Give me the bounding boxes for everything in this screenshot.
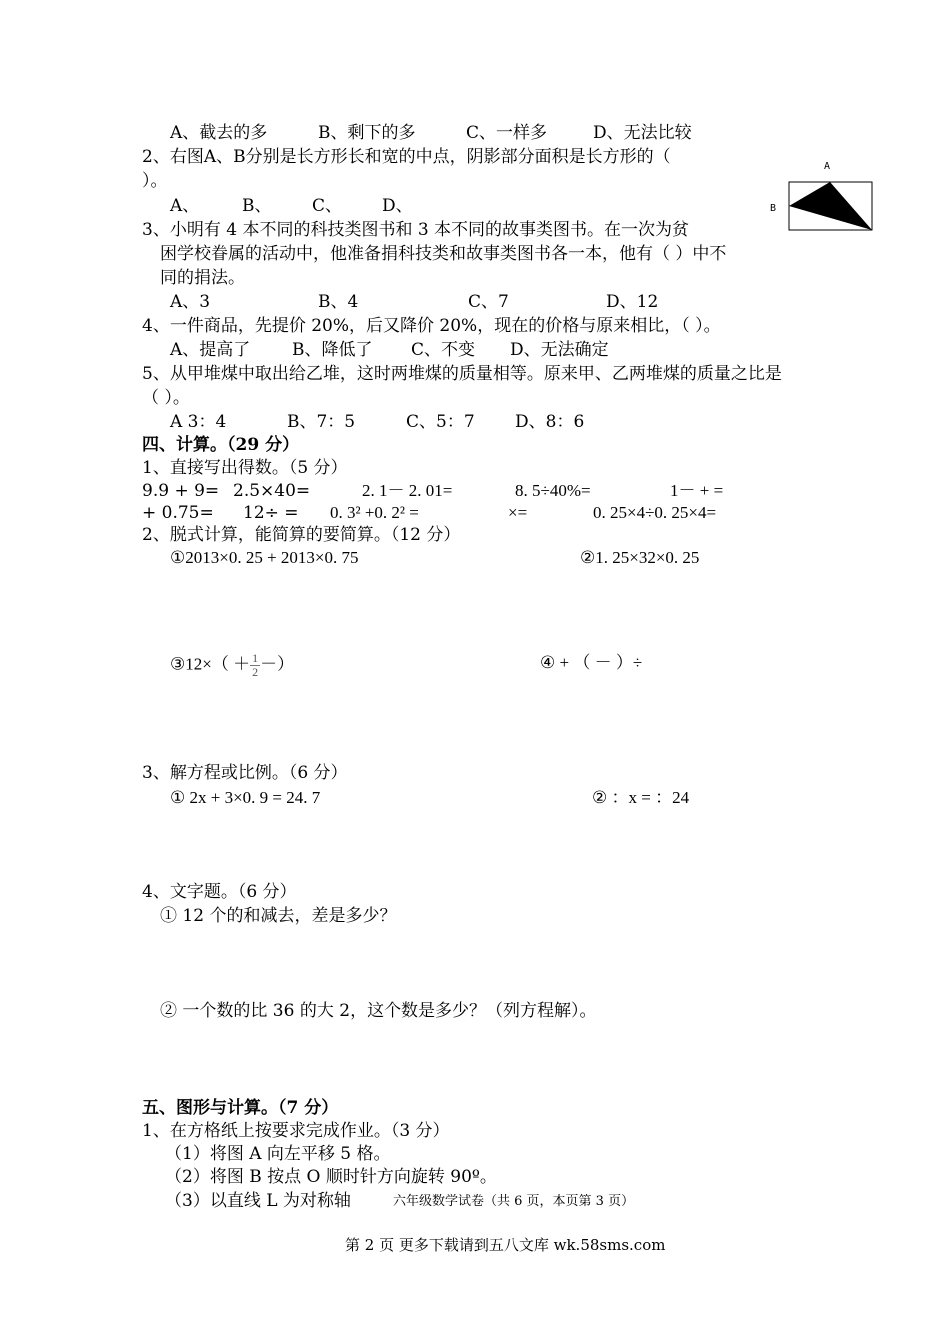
page-header-overlay: 六年级数学试卷（共 6 页，本页第 3 页） xyxy=(393,1194,635,1209)
q3-text-line2: 困学校眷属的活动中，他准备捐科技类和故事类图书各一本，他有（ ）中不 xyxy=(160,244,727,264)
word-problem-1: ① 12 个的和减去，差是多少？ xyxy=(160,906,397,926)
figure-label-b: B xyxy=(770,203,777,214)
q2-option-c: C、 xyxy=(312,196,343,216)
equation-1: ① 2x + 3×0. 9 = 24. 7 xyxy=(170,788,321,807)
q5-text-line1: 5、从甲堆煤中取出给乙堆，这时两堆煤的质量相等。原来甲、乙两堆煤的质量之比是 xyxy=(142,364,782,384)
expr-3-fraction xyxy=(250,652,260,679)
q2-text-line2: ）。 xyxy=(142,171,168,191)
section4-p2-title: 2、脱式计算，能简算的要简算。（12 分） xyxy=(142,525,461,545)
calc-r2-1: + 0.75= xyxy=(142,503,214,523)
q3-text-line3: 同的捐法。 xyxy=(160,268,245,288)
expr-4: ④ + （ － ）÷ xyxy=(540,653,643,672)
q1-option-a: A、截去的多 xyxy=(170,123,268,143)
calc-r2-3: 0. 3² +0. 2² = xyxy=(330,503,419,522)
instruction-1: （1）将图 A 向左平移 5 格。 xyxy=(165,1144,391,1164)
page-footer: 第 2 页 更多下载请到五八文库 wk.58sms.com xyxy=(345,1236,666,1254)
fraction-numerator: 1 xyxy=(252,651,259,665)
calc-r2-4: ×= xyxy=(508,503,528,522)
expr-3-suffix: －） xyxy=(260,654,295,674)
q5-option-d: D、8：6 xyxy=(515,412,585,432)
equation-2: ② ：x = ：24 xyxy=(592,788,690,807)
word-problem-2: ② 一个数的比 36 的大 2，这个数是多少？（列方程解）。 xyxy=(160,1001,597,1021)
section4-p1-title: 1、直接写出得数。（5 分） xyxy=(142,458,348,478)
expr-3-prefix: ③12×（ ＋ xyxy=(170,654,251,674)
q4-option-c: C、不变 xyxy=(411,340,476,360)
q1-option-d: D、无法比较 xyxy=(593,123,692,143)
q2-text-line1: 2、右图A、B分别是长方形长和宽的中点，阴影部分面积是长方形的（ xyxy=(142,147,671,167)
rectangle-figure xyxy=(770,157,880,241)
q3-option-b: B、4 xyxy=(318,292,359,312)
q5-text-line2: （ ）。 xyxy=(142,388,190,408)
calc-r1-2: 2.5×40= xyxy=(233,481,311,501)
expr-3 xyxy=(170,652,294,679)
figure-label-a: A xyxy=(824,161,831,172)
expr-2: ②1. 25×32×0. 25 xyxy=(580,548,700,567)
fraction-denominator: 2 xyxy=(252,665,259,679)
q2-option-b: B、 xyxy=(242,196,272,216)
q4-text-line1: 4、一件商品，先提价 20%，后又降价 20%，现在的价格与原来相比，（ ）。 xyxy=(142,316,721,336)
calc-r1-1: 9.9 + 9= xyxy=(142,481,220,501)
q5-option-b: B、7：5 xyxy=(287,412,356,432)
shaded-triangle xyxy=(789,182,872,230)
calc-r2-5: 0. 25×4÷0. 25×4= xyxy=(593,503,717,522)
q4-option-a: A、提高了 xyxy=(170,340,251,360)
q1-option-c: C、一样多 xyxy=(466,123,548,143)
q3-option-c: C、7 xyxy=(468,292,509,312)
section5-p1-title: 1、在方格纸上按要求完成作业。（3 分） xyxy=(142,1121,450,1141)
q4-option-d: D、无法确定 xyxy=(510,340,609,360)
q2-option-d: D、 xyxy=(382,196,413,216)
instruction-3: （3）以直线 L 为对称轴 xyxy=(165,1191,351,1211)
section4-p4-title: 4、文字题。（6 分） xyxy=(142,882,297,902)
section5-title: 五、图形与计算。（7 分） xyxy=(142,1098,339,1118)
q5-option-a: A 3：4 xyxy=(170,412,227,432)
q3-option-a: A、3 xyxy=(170,292,211,312)
calc-r1-3: 2. 1－ 2. 01= xyxy=(362,481,453,500)
section4-p3-title: 3、解方程或比例。（6 分） xyxy=(142,763,348,783)
calc-r2-2: 12÷ = xyxy=(243,503,299,523)
q1-option-b: B、剩下的多 xyxy=(318,123,416,143)
q5-option-c: C、5：7 xyxy=(406,412,475,432)
q2-option-a: A、 xyxy=(170,196,200,216)
section4-title: 四、计算。（29 分） xyxy=(142,435,300,455)
expr-1: ①2013×0. 25 + 2013×0. 75 xyxy=(170,548,359,567)
calc-r1-5: 1－ + = xyxy=(670,481,724,500)
q3-text-line1: 3、小明有 4 本不同的科技类图书和 3 本不同的故事类图书。在一次为贫 xyxy=(142,220,690,240)
q3-option-d: D、12 xyxy=(606,292,659,312)
calc-r1-4: 8. 5÷40%= xyxy=(515,481,591,500)
q4-option-b: B、降低了 xyxy=(292,340,373,360)
instruction-2: （2）将图 B 按点 O 顺时针方向旋转 90º。 xyxy=(165,1167,497,1187)
